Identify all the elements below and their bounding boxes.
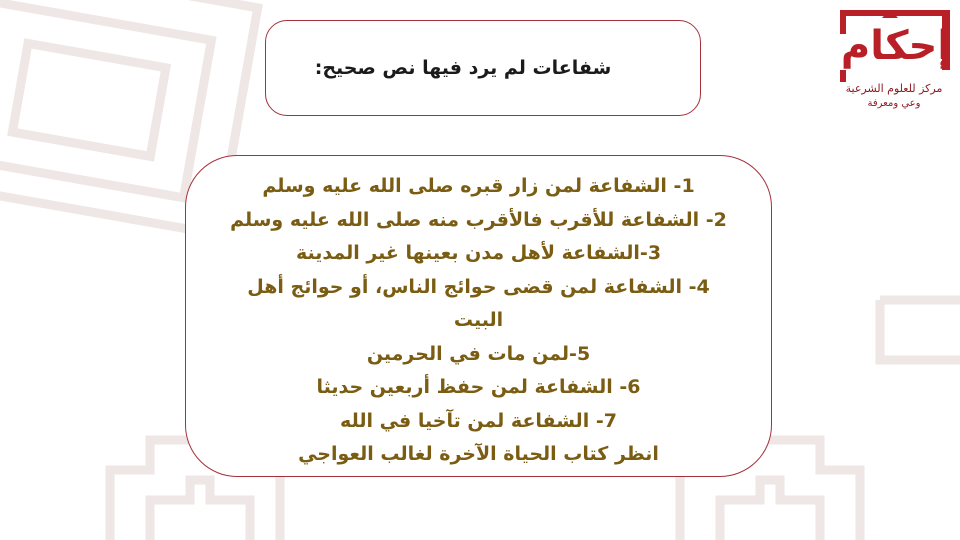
list-item: 6- الشفاعة لمن حفظ أربعين حديثا xyxy=(316,376,641,398)
list-item: 1- الشفاعة لمن زار قبره صلى الله عليه وسلم xyxy=(262,175,695,197)
list-item: البيت xyxy=(453,309,504,331)
list-item: 2- الشفاعة للأقرب فالأقرب منه صلى الله عليه وسلم xyxy=(230,208,727,231)
logo xyxy=(832,4,956,114)
logo-tagline: وعي ومعرفة xyxy=(867,98,921,109)
logo-subtitle: مركز للعلوم الشرعية xyxy=(845,82,943,95)
list-item: 4- الشفاعة لمن قضى حوائج الناس، أو حوائج أهل xyxy=(247,275,710,298)
list-item: 3-الشفاعة لأهل مدن بعينها غير المدينة xyxy=(295,242,662,264)
list-item: 5-لمن مات في الحرمين xyxy=(366,342,591,365)
logo-wordmark: إحكام xyxy=(840,23,952,69)
source-note: انظر كتاب الحياة الآخرة لغالب العواجي xyxy=(298,443,659,465)
content-box xyxy=(185,155,772,477)
slide-title: شفاعات لم يرد فيها نص صحيح: xyxy=(314,57,612,79)
list-item: 7- الشفاعة لمن تآخيا في الله xyxy=(340,409,617,432)
title-box xyxy=(265,20,701,116)
